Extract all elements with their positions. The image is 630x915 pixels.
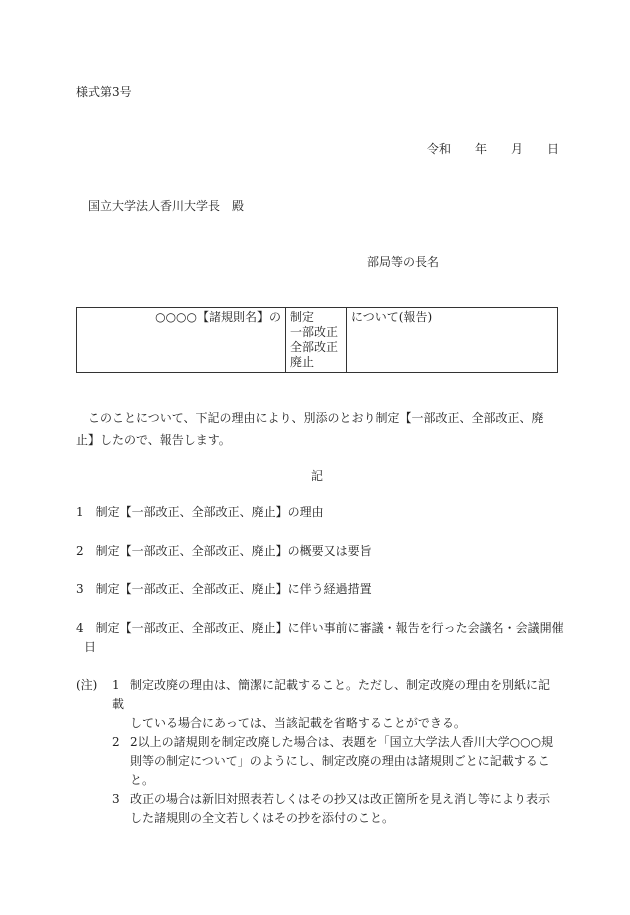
sender-name: 部局等の長名 (367, 255, 440, 269)
rule-name-cell: ○○○○【諸規則名】の (77, 308, 286, 373)
note-item (76, 733, 560, 790)
note-text-continuation: している場合にあっては、当該記載を省略することができる。 (130, 716, 466, 730)
note-text: 2以上の諸規則を制定改廃した場合は、表題を「国立大学法人香川大学○○○規 (130, 735, 554, 749)
item-number: 1 (76, 505, 84, 519)
notes-section (76, 676, 560, 828)
note-text: 改正の場合は新旧対照表若しくはその抄又は改正箇所を見え消し等により表示 (130, 792, 551, 806)
date-year: 年 (475, 142, 488, 156)
action-option: 廃止 (290, 355, 315, 369)
item-text-continuation: 日 (84, 640, 97, 654)
list-item (76, 506, 324, 518)
item-text: 制定【一部改正、全部改正、廃止】に伴う経過措置 (95, 582, 372, 596)
action-option: 一部改正 (290, 325, 339, 339)
action-options-cell (286, 308, 347, 373)
item-number: 3 (76, 582, 84, 596)
note-text-continuation: した諸規則の全文若しくはその抄を添付のこと。 (130, 811, 395, 825)
date-line (427, 143, 559, 155)
date-day: 日 (547, 142, 560, 156)
item-text: 制定【一部改正、全部改正、廃止】の理由 (95, 505, 324, 519)
action-option: 制定 (290, 310, 315, 324)
note-text-continuation: 則等の制定について」のようにし、制定改廃の理由は諸規則ごとに記載すること。 (130, 754, 550, 787)
note-number: 3 (112, 792, 120, 806)
note-number: 2 (112, 735, 120, 749)
item-number: 4 (76, 621, 84, 635)
list-item (76, 545, 372, 557)
notes-heading: (注) (76, 678, 98, 692)
note-item (76, 790, 560, 828)
rule-title-table (76, 307, 558, 373)
date-month: 月 (511, 142, 524, 156)
date-era: 令和 (427, 142, 452, 156)
note-number: 1 (112, 678, 120, 692)
item-text: 制定【一部改正、全部改正、廃止】に伴い事前に審議・報告を行った会議名・会議開催 (95, 621, 564, 635)
note-item (76, 676, 560, 733)
ki-heading: 記 (311, 469, 324, 483)
note-text: 制定改廃の理由は、簡潔に記載すること。ただし、制定改廃の理由を別紙に記載 (112, 678, 551, 711)
form-number: 様式第3号 (76, 85, 132, 99)
addressee: 国立大学法人香川大学長 殿 (88, 199, 245, 213)
list-item (76, 583, 372, 595)
body-paragraph: このことについて、下記の理由により、別添のとおり制定【一部改正、全部改正、廃止】したので、報告します。 (76, 411, 544, 447)
list-item (76, 622, 564, 634)
item-text: 制定【一部改正、全部改正、廃止】の概要又は要旨 (95, 544, 372, 558)
report-suffix-cell: について(報告) (347, 308, 558, 373)
action-option: 全部改正 (290, 340, 339, 354)
item-number: 2 (76, 544, 84, 558)
